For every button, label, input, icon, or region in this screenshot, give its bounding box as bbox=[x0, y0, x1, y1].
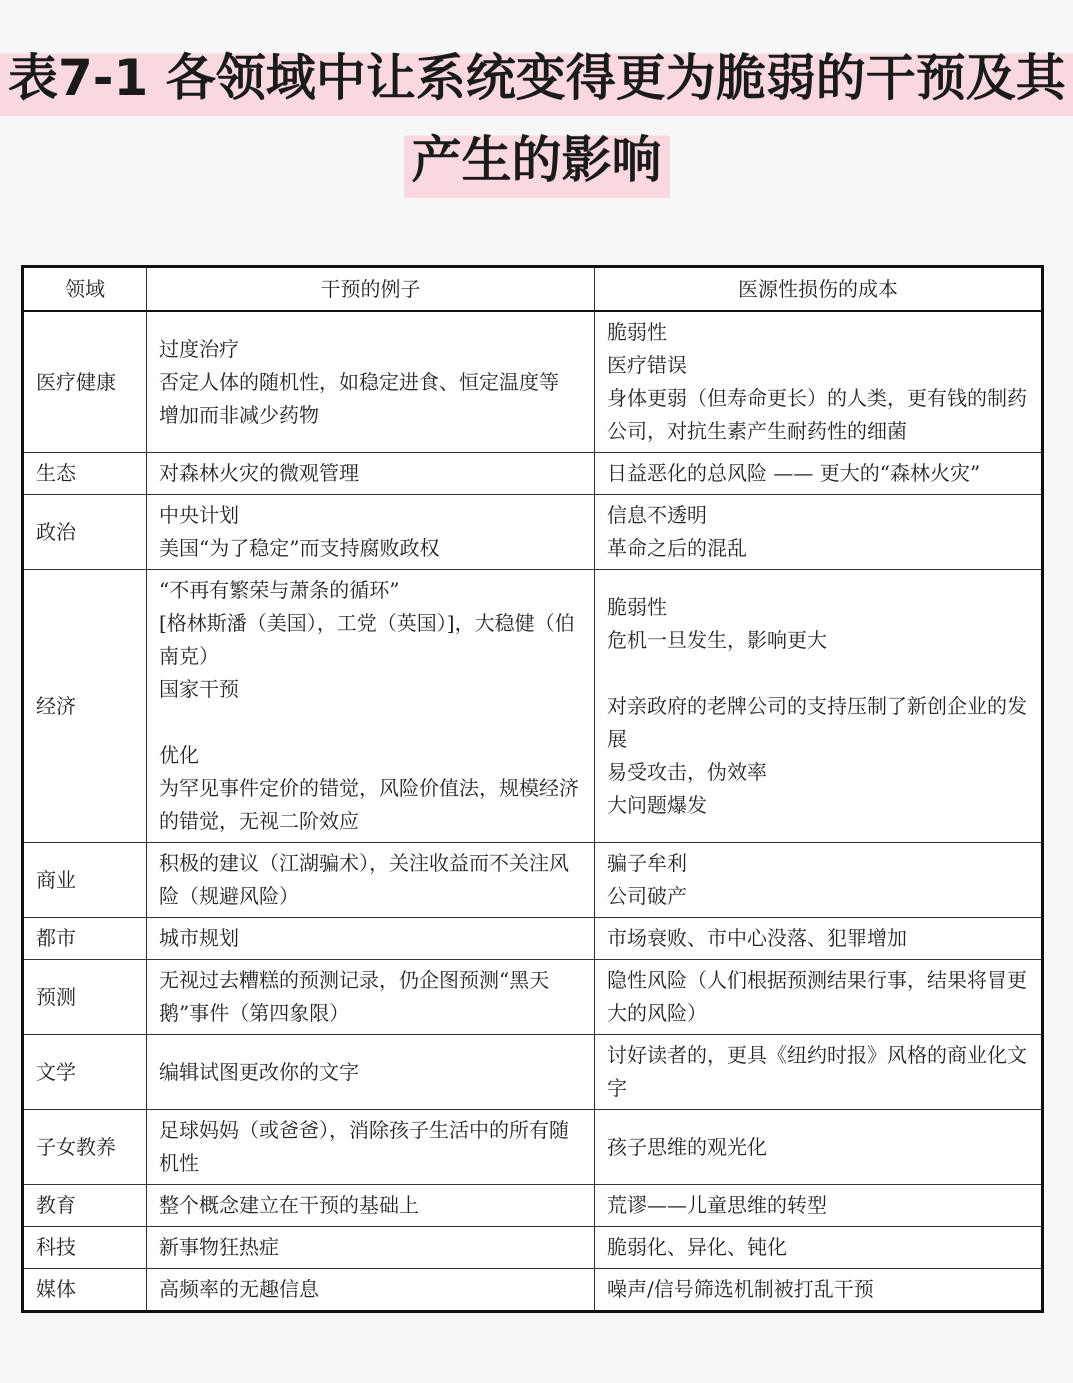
header-examples: 干预的例子 bbox=[147, 267, 595, 312]
table-row bbox=[23, 1035, 1043, 1110]
example-cell-line: 高频率的无趣信息 bbox=[159, 1277, 319, 1301]
cost-cell bbox=[595, 1035, 1043, 1110]
table-row bbox=[23, 495, 1043, 570]
table-header-row bbox=[23, 267, 1043, 312]
cost-cell-line: 隐性风险（人们根据预测结果行事，结果将冒更大的风险） bbox=[607, 968, 1027, 1025]
header-costs: 医源性损伤的成本 bbox=[595, 267, 1043, 312]
example-cell-line: 否定人体的随机性，如稳定进食、恒定温度等 bbox=[159, 369, 559, 394]
cost-cell-line: 孩子思维的观光化 bbox=[607, 1134, 767, 1159]
example-cell-line: 增加而非减少药物 bbox=[159, 402, 319, 427]
domain-cell: 预测 bbox=[23, 960, 147, 1035]
cost-cell-line: 荒谬——儿童思维的转型 bbox=[607, 1193, 827, 1217]
table-row bbox=[23, 570, 1043, 843]
table-row bbox=[23, 1185, 1043, 1227]
example-cell-line: 城市规划 bbox=[159, 926, 239, 950]
example-cell-line: 整个概念建立在干预的基础上 bbox=[159, 1193, 419, 1217]
example-cell bbox=[147, 311, 595, 453]
cost-cell-line: 大问题爆发 bbox=[607, 792, 707, 817]
example-cell-line: 过度治疗 bbox=[159, 336, 239, 361]
cost-cell-line: 身体更弱（但寿命更长）的人类，更有钱的制药公司，对抗生素产生耐药性的细菌 bbox=[607, 386, 1027, 443]
cost-cell bbox=[595, 1227, 1043, 1269]
cost-cell-line: 对亲政府的老牌公司的支持压制了新创企业的发展 bbox=[607, 693, 1027, 751]
cost-cell-line: 脆弱性 bbox=[607, 320, 667, 344]
cost-cell-line: 革命之后的混乱 bbox=[607, 536, 747, 560]
cost-cell bbox=[595, 843, 1043, 918]
example-cell-line: 优化 bbox=[159, 743, 199, 767]
cost-cell-line: 危机一旦发生，影响更大 bbox=[607, 627, 827, 652]
example-cell-line: 美国“为了稳定”而支持腐败政权 bbox=[159, 536, 440, 560]
table-row bbox=[23, 960, 1043, 1035]
blank-line bbox=[159, 706, 582, 739]
domain-cell: 科技 bbox=[23, 1227, 147, 1269]
example-cell bbox=[147, 1035, 595, 1110]
cost-cell-line: 日益恶化的总风险 —— 更大的“森林火灾” bbox=[607, 461, 981, 485]
cost-cell-line: 公司破产 bbox=[607, 884, 687, 908]
example-cell bbox=[147, 918, 595, 960]
intervention-table-container bbox=[21, 265, 1041, 1313]
cost-cell-line: 市场衰败、市中心没落、犯罪增加 bbox=[607, 926, 907, 950]
table-row bbox=[23, 1110, 1043, 1185]
domain-cell: 媒体 bbox=[23, 1269, 147, 1312]
title-block bbox=[0, 40, 1073, 198]
example-cell-line: 积极的建议（江湖骗术），关注收益而不关注风险（规避风险） bbox=[159, 851, 569, 908]
cost-cell bbox=[595, 1185, 1043, 1227]
blank-line bbox=[607, 657, 1029, 690]
cost-cell bbox=[595, 918, 1043, 960]
example-cell-line: 无视过去糟糕的预测记录，仍企图预测“黑天鹅”事件（第四象限） bbox=[159, 968, 550, 1025]
domain-cell: 子女教养 bbox=[23, 1110, 147, 1185]
cost-cell bbox=[595, 1110, 1043, 1185]
header-domain: 领域 bbox=[23, 267, 147, 312]
example-cell-line: “不再有繁荣与萧条的循环” bbox=[159, 578, 400, 602]
cost-cell-line: 脆弱性 bbox=[607, 594, 667, 619]
table-row bbox=[23, 843, 1043, 918]
domain-cell: 医疗健康 bbox=[23, 311, 147, 453]
example-cell-line: 足球妈妈（或爸爸），消除孩子生活中的所有随机性 bbox=[159, 1118, 569, 1175]
example-cell bbox=[147, 960, 595, 1035]
table-body bbox=[23, 311, 1043, 1312]
domain-cell: 生态 bbox=[23, 453, 147, 495]
cost-cell-line: 骗子牟利 bbox=[607, 851, 687, 875]
example-cell bbox=[147, 453, 595, 495]
example-cell-line: 新事物狂热症 bbox=[159, 1235, 279, 1259]
example-cell-line: [格林斯潘（美国），工党（英国）]，大稳健（伯南克） bbox=[159, 611, 575, 668]
cost-cell-line: 脆弱化、异化、钝化 bbox=[607, 1235, 787, 1259]
cost-cell bbox=[595, 1269, 1043, 1312]
cost-cell-line: 易受攻击，伪效率 bbox=[607, 759, 767, 784]
example-cell bbox=[147, 843, 595, 918]
example-cell bbox=[147, 495, 595, 570]
domain-cell: 政治 bbox=[23, 495, 147, 570]
table-row bbox=[23, 1269, 1043, 1312]
example-cell-line: 编辑试图更改你的文字 bbox=[159, 1059, 359, 1084]
table-row bbox=[23, 453, 1043, 495]
cost-cell bbox=[595, 453, 1043, 495]
example-cell bbox=[147, 1185, 595, 1227]
intervention-table bbox=[21, 265, 1044, 1313]
example-cell-line: 为罕见事件定价的错觉，风险价值法，规模经济的错觉，无视二阶效应 bbox=[159, 776, 579, 833]
domain-cell: 商业 bbox=[23, 843, 147, 918]
domain-cell: 经济 bbox=[23, 570, 147, 843]
cost-cell bbox=[595, 495, 1043, 570]
table-row bbox=[23, 311, 1043, 453]
example-cell bbox=[147, 1110, 595, 1185]
table-title-line-2: 产生的影响 bbox=[404, 122, 670, 198]
table-title-line-1: 表7-1 各领域中让系统变得更为脆弱的干预及其 bbox=[0, 40, 1073, 116]
cost-cell bbox=[595, 311, 1043, 453]
cost-cell bbox=[595, 570, 1043, 843]
example-cell-line: 中央计划 bbox=[159, 503, 239, 527]
cost-cell bbox=[595, 960, 1043, 1035]
example-cell bbox=[147, 1269, 595, 1312]
cost-cell-line: 信息不透明 bbox=[607, 503, 707, 527]
domain-cell: 教育 bbox=[23, 1185, 147, 1227]
domain-cell: 都市 bbox=[23, 918, 147, 960]
example-cell bbox=[147, 570, 595, 843]
cost-cell-line: 噪声/信号筛选机制被打乱干预 bbox=[607, 1277, 874, 1301]
example-cell-line: 对森林火灾的微观管理 bbox=[159, 461, 359, 485]
table-row bbox=[23, 1227, 1043, 1269]
domain-cell: 文学 bbox=[23, 1035, 147, 1110]
example-cell-line: 国家干预 bbox=[159, 677, 239, 701]
example-cell bbox=[147, 1227, 595, 1269]
cost-cell-line: 讨好读者的，更具《纽约时报》风格的商业化文字 bbox=[607, 1043, 1027, 1100]
table-row bbox=[23, 918, 1043, 960]
cost-cell-line: 医疗错误 bbox=[607, 353, 687, 377]
